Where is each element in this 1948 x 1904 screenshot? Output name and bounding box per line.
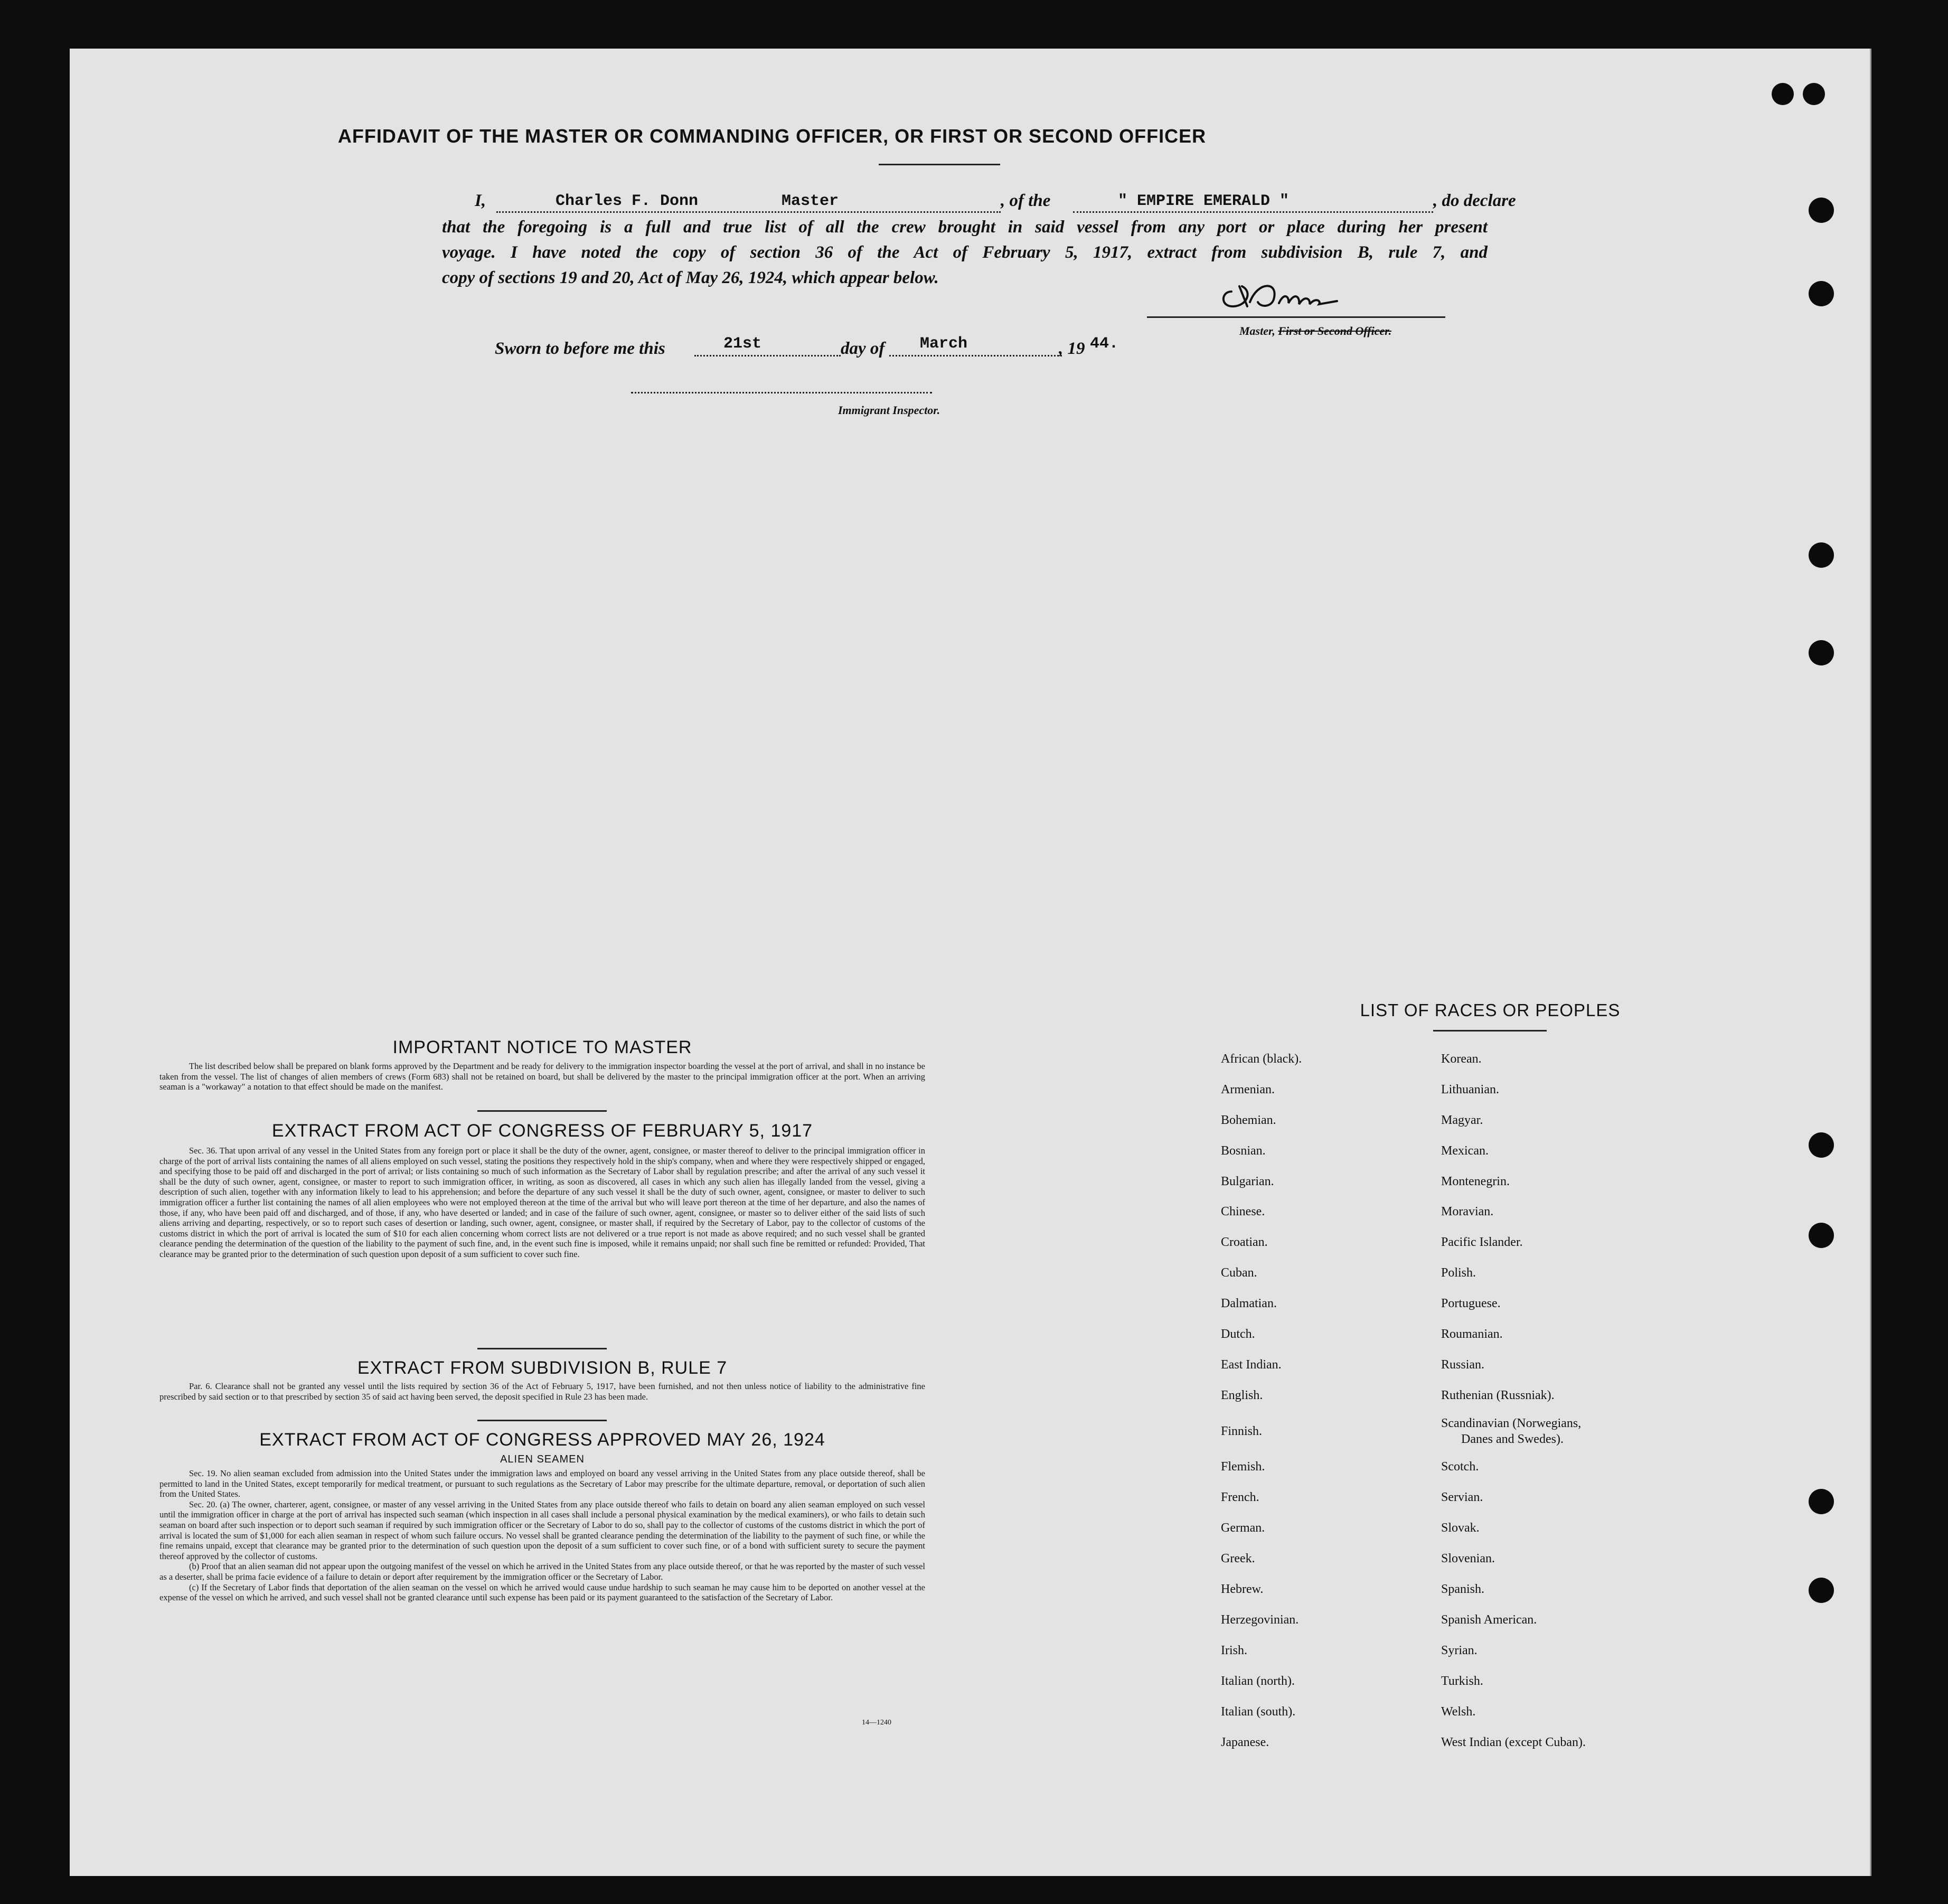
divider: [477, 1110, 607, 1112]
punch-hole: [1809, 640, 1834, 665]
race-item: English.: [1221, 1389, 1263, 1402]
signature-caption: [1239, 324, 1391, 338]
race-item: Bohemian.: [1221, 1113, 1276, 1127]
race-item: Slovak.: [1441, 1521, 1480, 1535]
day-of-label: day of: [841, 339, 885, 358]
sworn-month: March: [920, 335, 968, 353]
race-item: Irish.: [1221, 1644, 1247, 1657]
race-item: Finnish.: [1221, 1424, 1263, 1438]
race-item: Mexican.: [1441, 1144, 1489, 1158]
races-underline: [1433, 1030, 1547, 1031]
sworn-label: Sworn to before me this: [495, 339, 665, 358]
race-item: Scotch.: [1441, 1460, 1479, 1474]
punch-hole: [1809, 281, 1834, 306]
rule7-title: EXTRACT FROM SUBDIVISION B, RULE 7: [357, 1358, 728, 1378]
punch-hole: [1809, 1223, 1834, 1248]
race-item: Danes and Swedes).: [1461, 1432, 1564, 1446]
race-item: Spanish.: [1441, 1582, 1485, 1596]
punch-hole: [1809, 1489, 1834, 1514]
sec-20b-paragraph: (b) Proof that an alien seaman did not appear upon the outgoing manifest of the vessel on which he arrived in the United States from any place outside thereof, or that he was reported by the master of such vessel as a deserter, shall be prima facie evidence of a failure to detain or deport after requirement by the immigration officer or the Secretary of Labor.: [159, 1561, 925, 1582]
document-page: [70, 49, 1871, 1876]
race-item: Spanish American.: [1441, 1613, 1537, 1627]
race-item: Lithuanian.: [1441, 1083, 1499, 1096]
race-item: Cuban.: [1221, 1266, 1257, 1280]
year-suffix: 44.: [1090, 335, 1119, 353]
extract-1917-text: [159, 1146, 925, 1260]
title-underline: [879, 164, 1000, 165]
extract-1924-text: [159, 1468, 925, 1603]
sec-36-paragraph: Sec. 36. That upon arrival of any vessel in the United States from any foreign port or place it shall be the duty of the owner, agent, consignee, or master thereof to deliver to the principal immigration officer in charge of the port of arrival lists containing the names of all aliens employed on such vessel, stating the positions they respectively hold in the ship's company, when and where they were respectively shipped or engaged, and specifying those to be paid off and discharged in the port of arrival; or lists containing so much of such information as the Secretary of Labor shall by regulation prescribe; and after the arrival of any such vessel it shall be the duty of such owner, agent, consignee, or master to report to such immigration officer, in writing, as soon as discovered, all cases in which any such alien has illegally landed from the vessel, giving a description of such alien, together with any information likely to lead to his apprehension; and before the departure of any such vessel it shall be the duty of such owner, agent, consignee, or master to deliver to such immigration officer a further list containing the names of all alien employees who were not employed thereon at the time of the arrival but who will leave port thereon at the time of her departure, and also the names of those, if any, who have been paid off and discharged, and of those, if any, who have deserted or landed; and in case of the failure of such owner, agent, consignee, or master so to deliver either of the said lists of such aliens arriving and departing, respectively, or so to report such cases of desertion or landing, such owner, agent, consignee, or master shall, if required by the Secretary of Labor, pay to the collector of customs of the customs district in which the port of arrival is located the sum of $10 for each alien concerning whom correct lists are not delivered or a true report is not made as above required; and no such vessel shall be granted clearance pending the determination of the question of the liability to the payment of such fine, and, in the event such fine is imposed, while it remains unpaid; nor shall such fine be remitted or refunded: Provided, That clearance may be granted prior to the determination of such question upon deposit of a sum sufficient to cover such fine.: [159, 1146, 925, 1259]
rule7-text: [159, 1381, 925, 1402]
vessel-fill-line: [1073, 211, 1433, 213]
master-name: Charles F. Donn: [556, 192, 699, 210]
notice-title: IMPORTANT NOTICE TO MASTER: [392, 1037, 692, 1057]
month-fill-line: [889, 355, 1062, 357]
punch-hole: [1809, 1578, 1834, 1603]
punch-hole: [1809, 1132, 1834, 1158]
notice-text: [159, 1061, 925, 1092]
race-item: Turkish.: [1441, 1674, 1483, 1688]
race-item: Portuguese.: [1441, 1297, 1501, 1310]
affidavit-line-2: that the foregoing is a full and true list of all the crew brought in said vessel from any port or place during her present: [442, 218, 1488, 237]
of-the-label: , of the: [1001, 191, 1051, 210]
alien-seamen-subtitle: ALIEN SEAMEN: [500, 1453, 585, 1465]
inspector-line: [631, 392, 932, 393]
race-item: Italian (north).: [1221, 1674, 1295, 1688]
inspector-caption: Immigrant Inspector.: [838, 404, 940, 417]
race-item: Magyar.: [1441, 1113, 1483, 1127]
race-item: Syrian.: [1441, 1644, 1478, 1657]
signature-line: [1147, 316, 1445, 318]
race-item: Dutch.: [1221, 1327, 1255, 1341]
race-item: Russian.: [1441, 1358, 1485, 1372]
name-fill-line: [496, 211, 1001, 213]
master-signature: [1210, 270, 1422, 318]
master-caption: Master,: [1239, 324, 1275, 337]
race-item: Bosnian.: [1221, 1144, 1266, 1158]
extract-1924-title: EXTRACT FROM ACT OF CONGRESS APPROVED MAY 26, 1924: [259, 1430, 825, 1450]
punch-hole: [1803, 83, 1825, 105]
punch-hole: [1809, 542, 1834, 568]
affidavit-line-3: voyage. I have noted the copy of section 36 of the Act of February 5, 1917, extract from subdivision B, rule 7, and: [442, 243, 1488, 262]
extract-1917-title: EXTRACT FROM ACT OF CONGRESS OF FEBRUARY 5, 1917: [271, 1121, 813, 1141]
race-item: French.: [1221, 1490, 1259, 1504]
divider: [477, 1420, 607, 1421]
affidavit-i: I,: [475, 191, 486, 210]
race-item: Japanese.: [1221, 1736, 1269, 1749]
notice-paragraph: The list described below shall be prepared on blank forms approved by the Department and be ready for delivery to the immigration inspector boarding the vessel at the port of arrival, and shall in no instance be taken from the vessel. The list of changes of alien members of crews (Form 683) shall not be retained on board, but shall be delivered by the master to the principal immigration officer at the port. When an arriving seaman is a "workaway" a notation to that effect should be made on the manifest.: [159, 1061, 925, 1092]
race-item: Polish.: [1441, 1266, 1476, 1280]
race-item: Herzegovinian.: [1221, 1613, 1299, 1627]
affidavit-line-4: copy of sections 19 and 20, Act of May 26, 1924, which appear below.: [442, 268, 939, 287]
sworn-day: 21st: [723, 335, 762, 353]
race-item: Italian (south).: [1221, 1705, 1296, 1719]
do-declare-label: , do declare: [1433, 191, 1516, 210]
sec-20a-paragraph: Sec. 20. (a) The owner, charterer, agent, consignee, or master of any vessel arriving in the United States from any place outside thereof who fails to detain on board any alien seaman employed on such vessel until the immigration officer in charge at the port of arrival has inspected such seaman (which inspection in all cases shall include a personal physical examination by the medical examiners), or who fails to detain such seaman on board after such inspection or to deport such seaman if required by such immigration officer or the Secretary of Labor to do so, shall pay to the collector of customs of the customs district in which the port of arrival is located the sum of $1,000 for each alien seaman in respect of whom such failure occurs. No vessel shall be granted clearance pending the determination of the liability to the payment of such fine, or while the fine remains unpaid, except that clearance may be granted prior to the determination of such question upon the deposit of a sum sufficient to cover such fine, or of a bond with sufficient surety to secure the payment thereof approved by the collector of customs.: [159, 1499, 925, 1561]
race-item: Roumanian.: [1441, 1327, 1503, 1341]
year-prefix: , 19: [1059, 339, 1085, 358]
form-number: 14—1240: [862, 1719, 891, 1727]
punch-hole: [1772, 83, 1794, 105]
master-rank: Master: [782, 192, 839, 210]
par-6-paragraph: Par. 6. Clearance shall not be granted any vessel until the lists required by section 36 of the Act of February 5, 1917, have been furnished, and not then unless notice of liability to the administrative fine prescribed by said section or to that prescribed by section 35 of said act having been served, the deposit specified in Rule 23 has been made.: [159, 1381, 925, 1402]
race-item: Greek.: [1221, 1552, 1255, 1565]
race-item: Servian.: [1441, 1490, 1483, 1504]
race-item: Montenegrin.: [1441, 1175, 1510, 1188]
races-title: LIST OF RACES OR PEOPLES: [1360, 1000, 1621, 1020]
race-item: Moravian.: [1441, 1205, 1494, 1218]
day-fill-line: [694, 355, 841, 357]
race-item: German.: [1221, 1521, 1265, 1535]
race-item: Slovenian.: [1441, 1552, 1495, 1565]
race-item: Armenian.: [1221, 1083, 1275, 1096]
race-item: Bulgarian.: [1221, 1175, 1274, 1188]
race-item: West Indian (except Cuban).: [1441, 1736, 1586, 1749]
affidavit-title: AFFIDAVIT OF THE MASTER OR COMMANDING OFFICER, OR FIRST OR SECOND OFFICER: [337, 125, 1207, 147]
race-item: Korean.: [1441, 1052, 1482, 1066]
punch-hole: [1809, 198, 1834, 223]
race-item: East Indian.: [1221, 1358, 1282, 1372]
race-item: African (black).: [1221, 1052, 1302, 1066]
race-item: Dalmatian.: [1221, 1297, 1277, 1310]
sec-19-paragraph: Sec. 19. No alien seaman excluded from admission into the United States under the immigration laws and employed on board any vessel arriving in the United States from any place outside thereof, shall be permitted to land in the United States, except temporarily for medical treatment, or pursuant to such regulations as the Secretary of Labor may prescribe for the ultimate departure, removal, or deportation of such alien from the United States.: [159, 1468, 925, 1499]
race-item: Flemish.: [1221, 1460, 1265, 1474]
race-item: Welsh.: [1441, 1705, 1476, 1719]
race-item: Hebrew.: [1221, 1582, 1264, 1596]
race-item: Chinese.: [1221, 1205, 1265, 1218]
struck-caption: First or Second Officer.: [1278, 324, 1392, 337]
vessel-name: " EMPIRE EMERALD ": [1118, 192, 1290, 210]
race-item: Pacific Islander.: [1441, 1235, 1523, 1249]
race-item: Ruthenian (Russniak).: [1441, 1389, 1555, 1402]
race-item: Scandinavian (Norwegians,: [1441, 1417, 1582, 1430]
divider: [477, 1348, 607, 1349]
race-item: Croatian.: [1221, 1235, 1268, 1249]
sec-20c-paragraph: (c) If the Secretary of Labor finds that deportation of the alien seaman on the vessel on which he arrived would cause undue hardship to such seaman he may cause him to be deported on another vessel at the expense of the vessel on which he arrived, and such vessel shall not be granted clearance until such expense has been paid or its payment guaranteed to the satisfaction of the Secretary of Labor.: [159, 1582, 925, 1603]
